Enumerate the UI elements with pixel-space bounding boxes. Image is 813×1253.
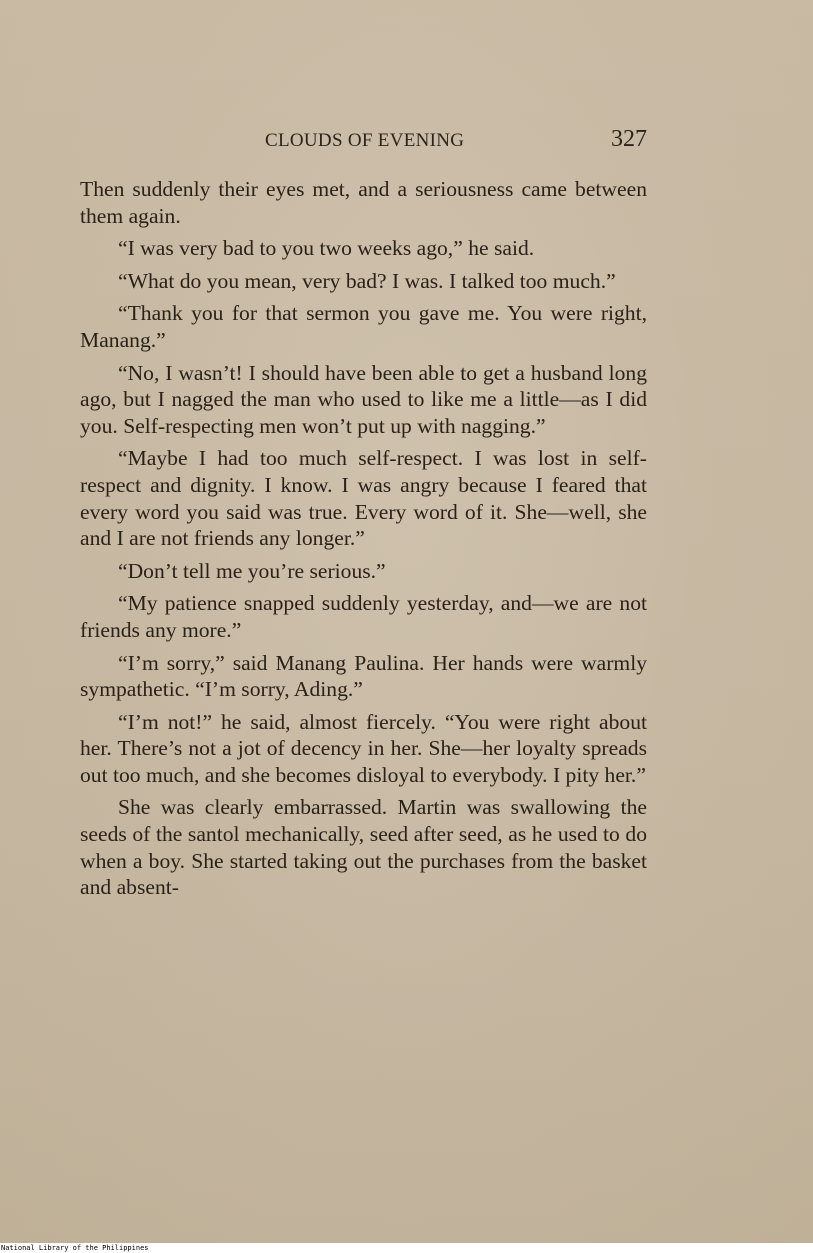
paragraph: “I’m not!” he said, almost fiercely. “You were right about her. There’s not a jot of decency in her. She—her loyalty spreads out too much, and she becomes disloyal to everybody. I pity her.” <box>80 709 647 787</box>
paragraph: “I’m sorry,” said Manang Paulina. Her hands were warmly sympathetic. “I’m sorry, Ading.” <box>80 650 647 702</box>
paragraph: “Thank you for that sermon you gave me. You were right, Manang.” <box>80 301 647 352</box>
paragraph: “Don’t tell me you’re serious.” <box>118 558 386 583</box>
body-text <box>80 176 647 907</box>
running-title: CLOUDS OF EVENING <box>265 130 465 151</box>
running-head <box>80 128 647 158</box>
paragraph: “I was very bad to you two weeks ago,” he said. <box>118 236 535 261</box>
paragraph: Then suddenly their eyes met, and a seriousness came between them again. <box>80 177 647 228</box>
page-number: 327 <box>611 126 647 152</box>
library-watermark: National Library of the Philippines <box>1 1244 149 1252</box>
paragraph: She was clearly embarrassed. Martin was swallowing the seeds of the santol mechanically, seed after seed, as he used to do when a boy. She started taking out the purchases from the basket and absent- <box>80 795 647 900</box>
paragraph: “No, I wasn’t! I should have been able to get a husband long ago, but I nagged the man who used to like me a little—as I did you. Self-respecting men won’t put up with nagging.” <box>80 360 647 438</box>
paragraph: “Maybe I had too much self-respect. I was lost in self-respect and dignity. I know. I was angry because I feared that every word you said was true. Every word of it. She—well, she and I are not friends any longer.” <box>80 446 647 551</box>
paragraph: “My patience snapped suddenly yesterday, and—we are not friends any more.” <box>80 591 647 642</box>
paragraph: “What do you mean, very bad? I was. I talked too much.” <box>118 268 616 293</box>
